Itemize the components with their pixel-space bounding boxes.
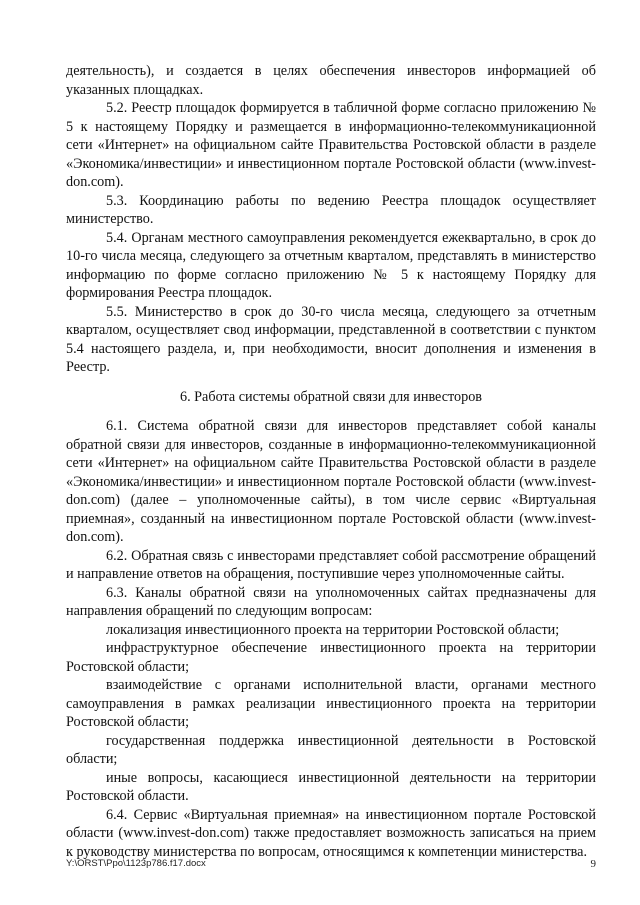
paragraph-5-2: 5.2. Реестр площадок формируется в табличной форме согласно приложению № 5 к настоящему Порядку и размещается в информационно-телекоммуникационной сети «Интернет» на официальном сайте Правительства Ростовской области в разделе «Экономика/инвестиции» и инвестиционном портале Ростовской области (www.invest-don.com).: [66, 100, 596, 190]
paragraph-6-3: 6.3. Каналы обратной связи на уполномоченных сайтах предназначены для направления обращений по следующим вопросам:: [66, 584, 596, 619]
paragraph-6-2: 6.2. Обратная связь с инвесторами представляет собой рассмотрение обращений и направление ответов на обращения, поступившие через уполномоченные сайты.: [66, 547, 596, 582]
paragraph-5-3: 5.3. Координацию работы по ведению Реестра площадок осуществляет министерство.: [66, 192, 596, 227]
section-6-heading: 6. Работа системы обратной связи для инвесторов: [179, 388, 482, 405]
page-footer: [66, 858, 596, 870]
paragraph-5-4: 5.4. Органам местного самоуправления рекомендуется ежеквартально, в срок до 10-го числа месяца, следующего за отчетным кварталом, представлять в министерство информацию по форме согласно приложению № 5 к настоящему Порядку для формирования Реестра площадок.: [66, 229, 596, 301]
list-item: иные вопросы, касающиеся инвестиционной деятельности на территории Ростовской области.: [66, 769, 596, 804]
list-item: локализация инвестиционного проекта на территории Ростовской области;: [106, 621, 560, 638]
paragraph-6-1: 6.1. Система обратной связи для инвесторов представляет собой каналы обратной связи для инвесторов, созданные в информационно-телекоммуникационной сети «Интернет» на официальном сайте Правительства Ростовской области в разделе «Экономика/инвестиции» и инвестиционном портале Ростовской области (www.invest-don.com) (далее – уполномоченные сайты), в том числе сервис «Виртуальная приемная», созданный на инвестиционном портале Ростовской области (www.invest-don.com).: [66, 418, 596, 545]
list-item: инфраструктурное обеспечение инвестиционного проекта на территории Ростовской области;: [66, 640, 596, 675]
document-body: [66, 62, 596, 861]
paragraph-6-4: 6.4. Сервис «Виртуальная приемная» на инвестиционном портале Ростовской области (www.invest-don.com) также предоставляет возможность записаться на прием к руководству министерства по вопросам, относящимся к компетенции министерства.: [66, 806, 596, 860]
paragraph-5-5: 5.5. Министерство в срок до 30-го числа месяца, следующего за отчетным кварталом, осуществляет свод информации, представленной в соответствии с пунктом 5.4 настоящего раздела, и, при необходимости, вносит дополнения и изменения в Реестр.: [66, 303, 596, 375]
footer-file-path: Y:\ORST\Ppo\1123p786.f17.docx: [66, 858, 206, 869]
list-item: взаимодействие с органами исполнительной власти, органами местного самоуправления в рамках реализации инвестиционного проекта на территории Ростовской области;: [66, 677, 596, 730]
paragraph-continuation: деятельность), и создается в целях обеспечения инвесторов информацией об указанных площадках.: [66, 63, 596, 98]
list-item: государственная поддержка инвестиционной деятельности в Ростовской области;: [66, 732, 596, 767]
page-number: 9: [590, 858, 596, 870]
